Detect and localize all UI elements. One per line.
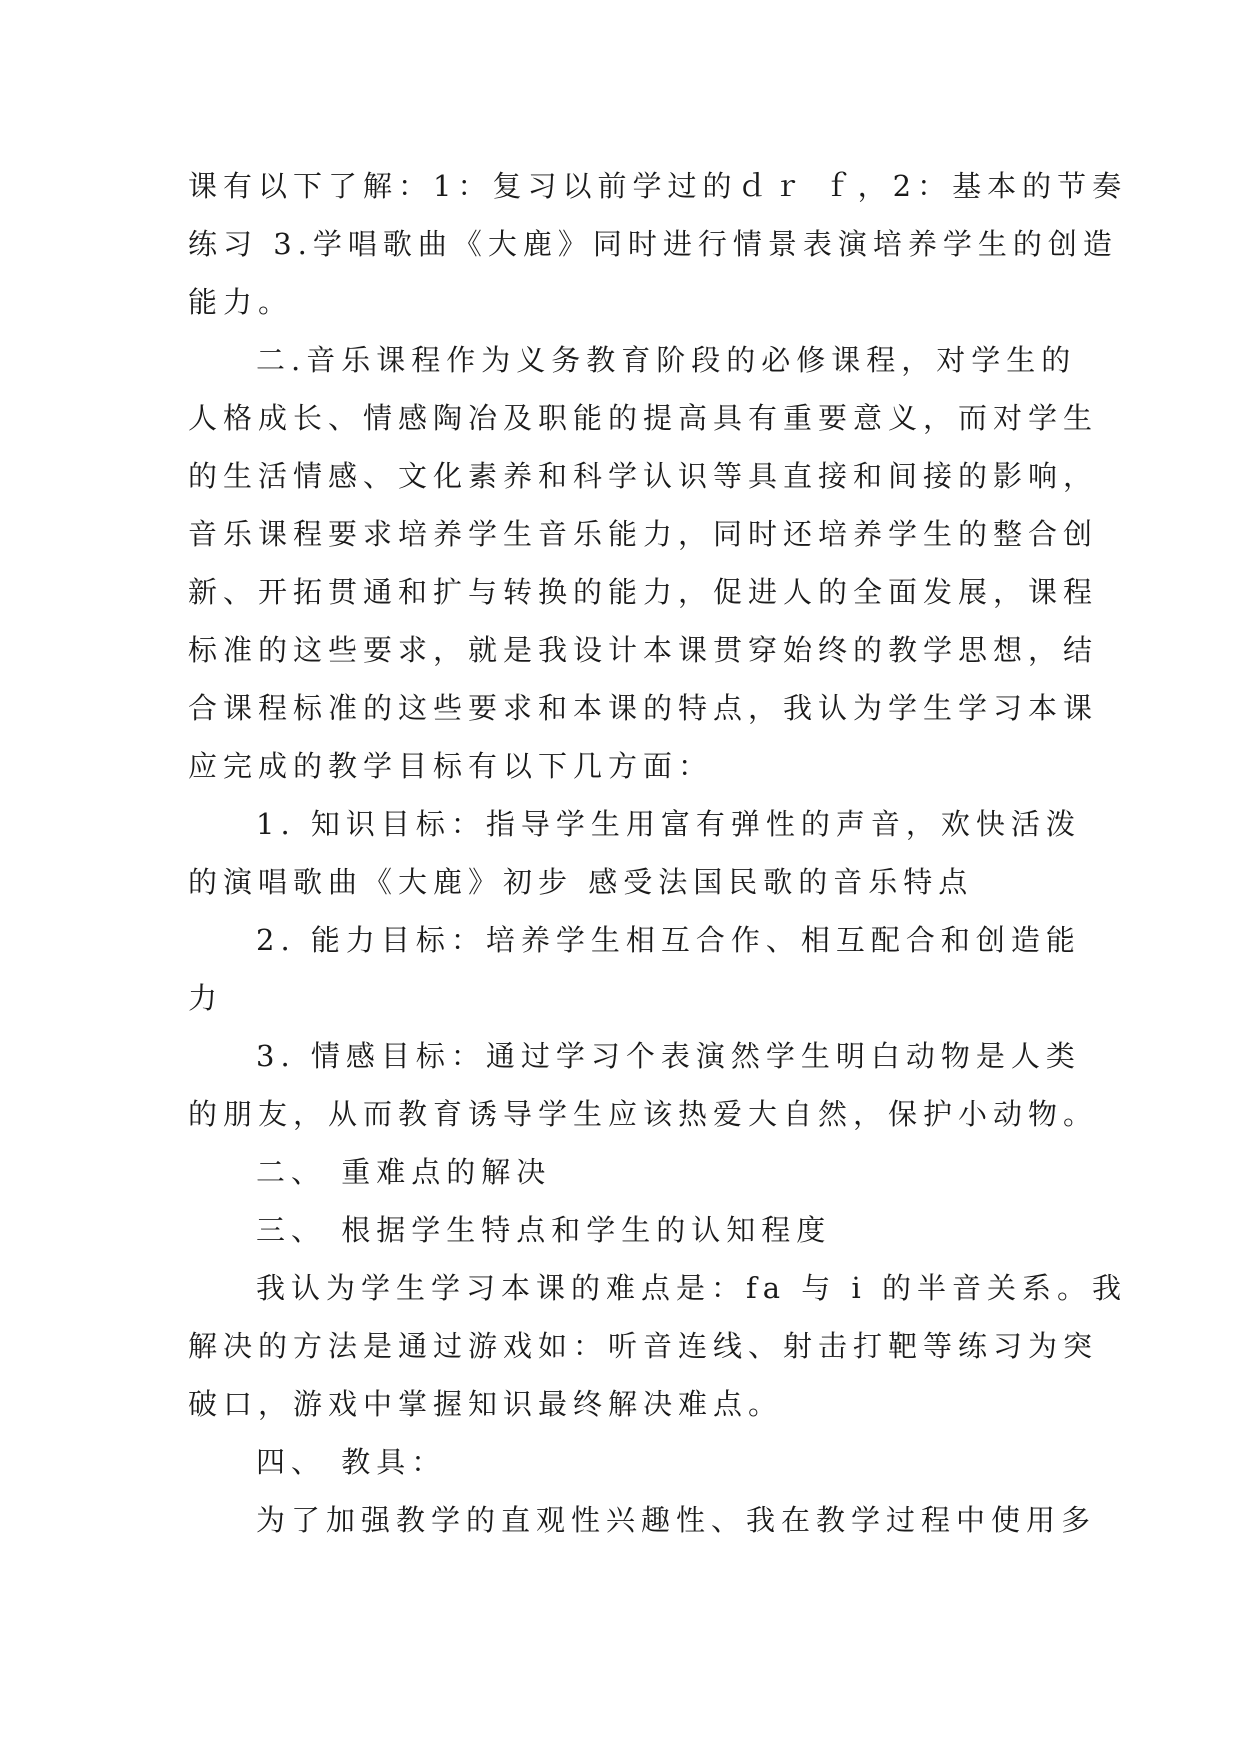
- text-line: 二.音乐课程作为义务教育阶段的必修课程，对学生的: [256, 343, 1077, 377]
- text-line: 的生活情感、文化素养和科学认识等具直接和间接的影响，: [188, 459, 1099, 493]
- text-line: 的朋友，从而教育诱导学生应该热爱大自然，保护小动物。: [188, 1097, 1099, 1131]
- text-line: 新、开拓贯通和扩与转换的能力，促进人的全面发展，课程: [188, 575, 1099, 609]
- text-line: 2. 能力目标：培养学生相互合作、相互配合和创造能: [256, 923, 1081, 957]
- text-line: 应完成的教学目标有以下几方面：: [188, 749, 714, 783]
- text-line: 合课程标准的这些要求和本课的特点，我认为学生学习本课: [188, 691, 1099, 725]
- text-line: 标准的这些要求，就是我设计本课贯穿始终的教学思想，结: [188, 633, 1099, 667]
- text-line: 练习 3.学唱歌曲《大鹿》同时进行情景表演培养学生的创造: [188, 227, 1118, 261]
- text-line: 人格成长、情感陶冶及职能的提高具有重要意义，而对学生: [188, 401, 1099, 435]
- text-line: 3. 情感目标：通过学习个表演然学生明白动物是人类: [256, 1039, 1081, 1073]
- text-line: 四、 教具：: [256, 1445, 447, 1479]
- text-line: 解决的方法是通过游戏如：听音连线、射击打靶等练习为突: [188, 1329, 1099, 1363]
- text-line: 音乐课程要求培养学生音乐能力，同时还培养学生的整合创: [188, 517, 1099, 551]
- text-line: 我认为学生学习本课的难点是：fa 与 i 的半音关系。我: [256, 1271, 1127, 1305]
- document-body: [188, 157, 1128, 1549]
- text-line: 力: [188, 981, 224, 1015]
- text-line: 为了加强教学的直观性兴趣性、我在教学过程中使用多: [256, 1503, 1097, 1537]
- text-line: 课有以下了解：1：复习以前学过的ｄｒ ｆ，2：基本的节奏: [188, 169, 1128, 203]
- text-line: 1. 知识目标：指导学生用富有弹性的声音，欢快活泼: [256, 807, 1081, 841]
- text-line: 破口，游戏中掌握知识最终解决难点。: [188, 1387, 784, 1421]
- text-line: 的演唱歌曲《大鹿》初步 感受法国民歌的音乐特点: [188, 865, 974, 899]
- text-line: 二、 重难点的解决: [256, 1155, 552, 1189]
- text-line: 三、 根据学生特点和学生的认知程度: [256, 1213, 832, 1247]
- text-line: 能力。: [188, 285, 294, 319]
